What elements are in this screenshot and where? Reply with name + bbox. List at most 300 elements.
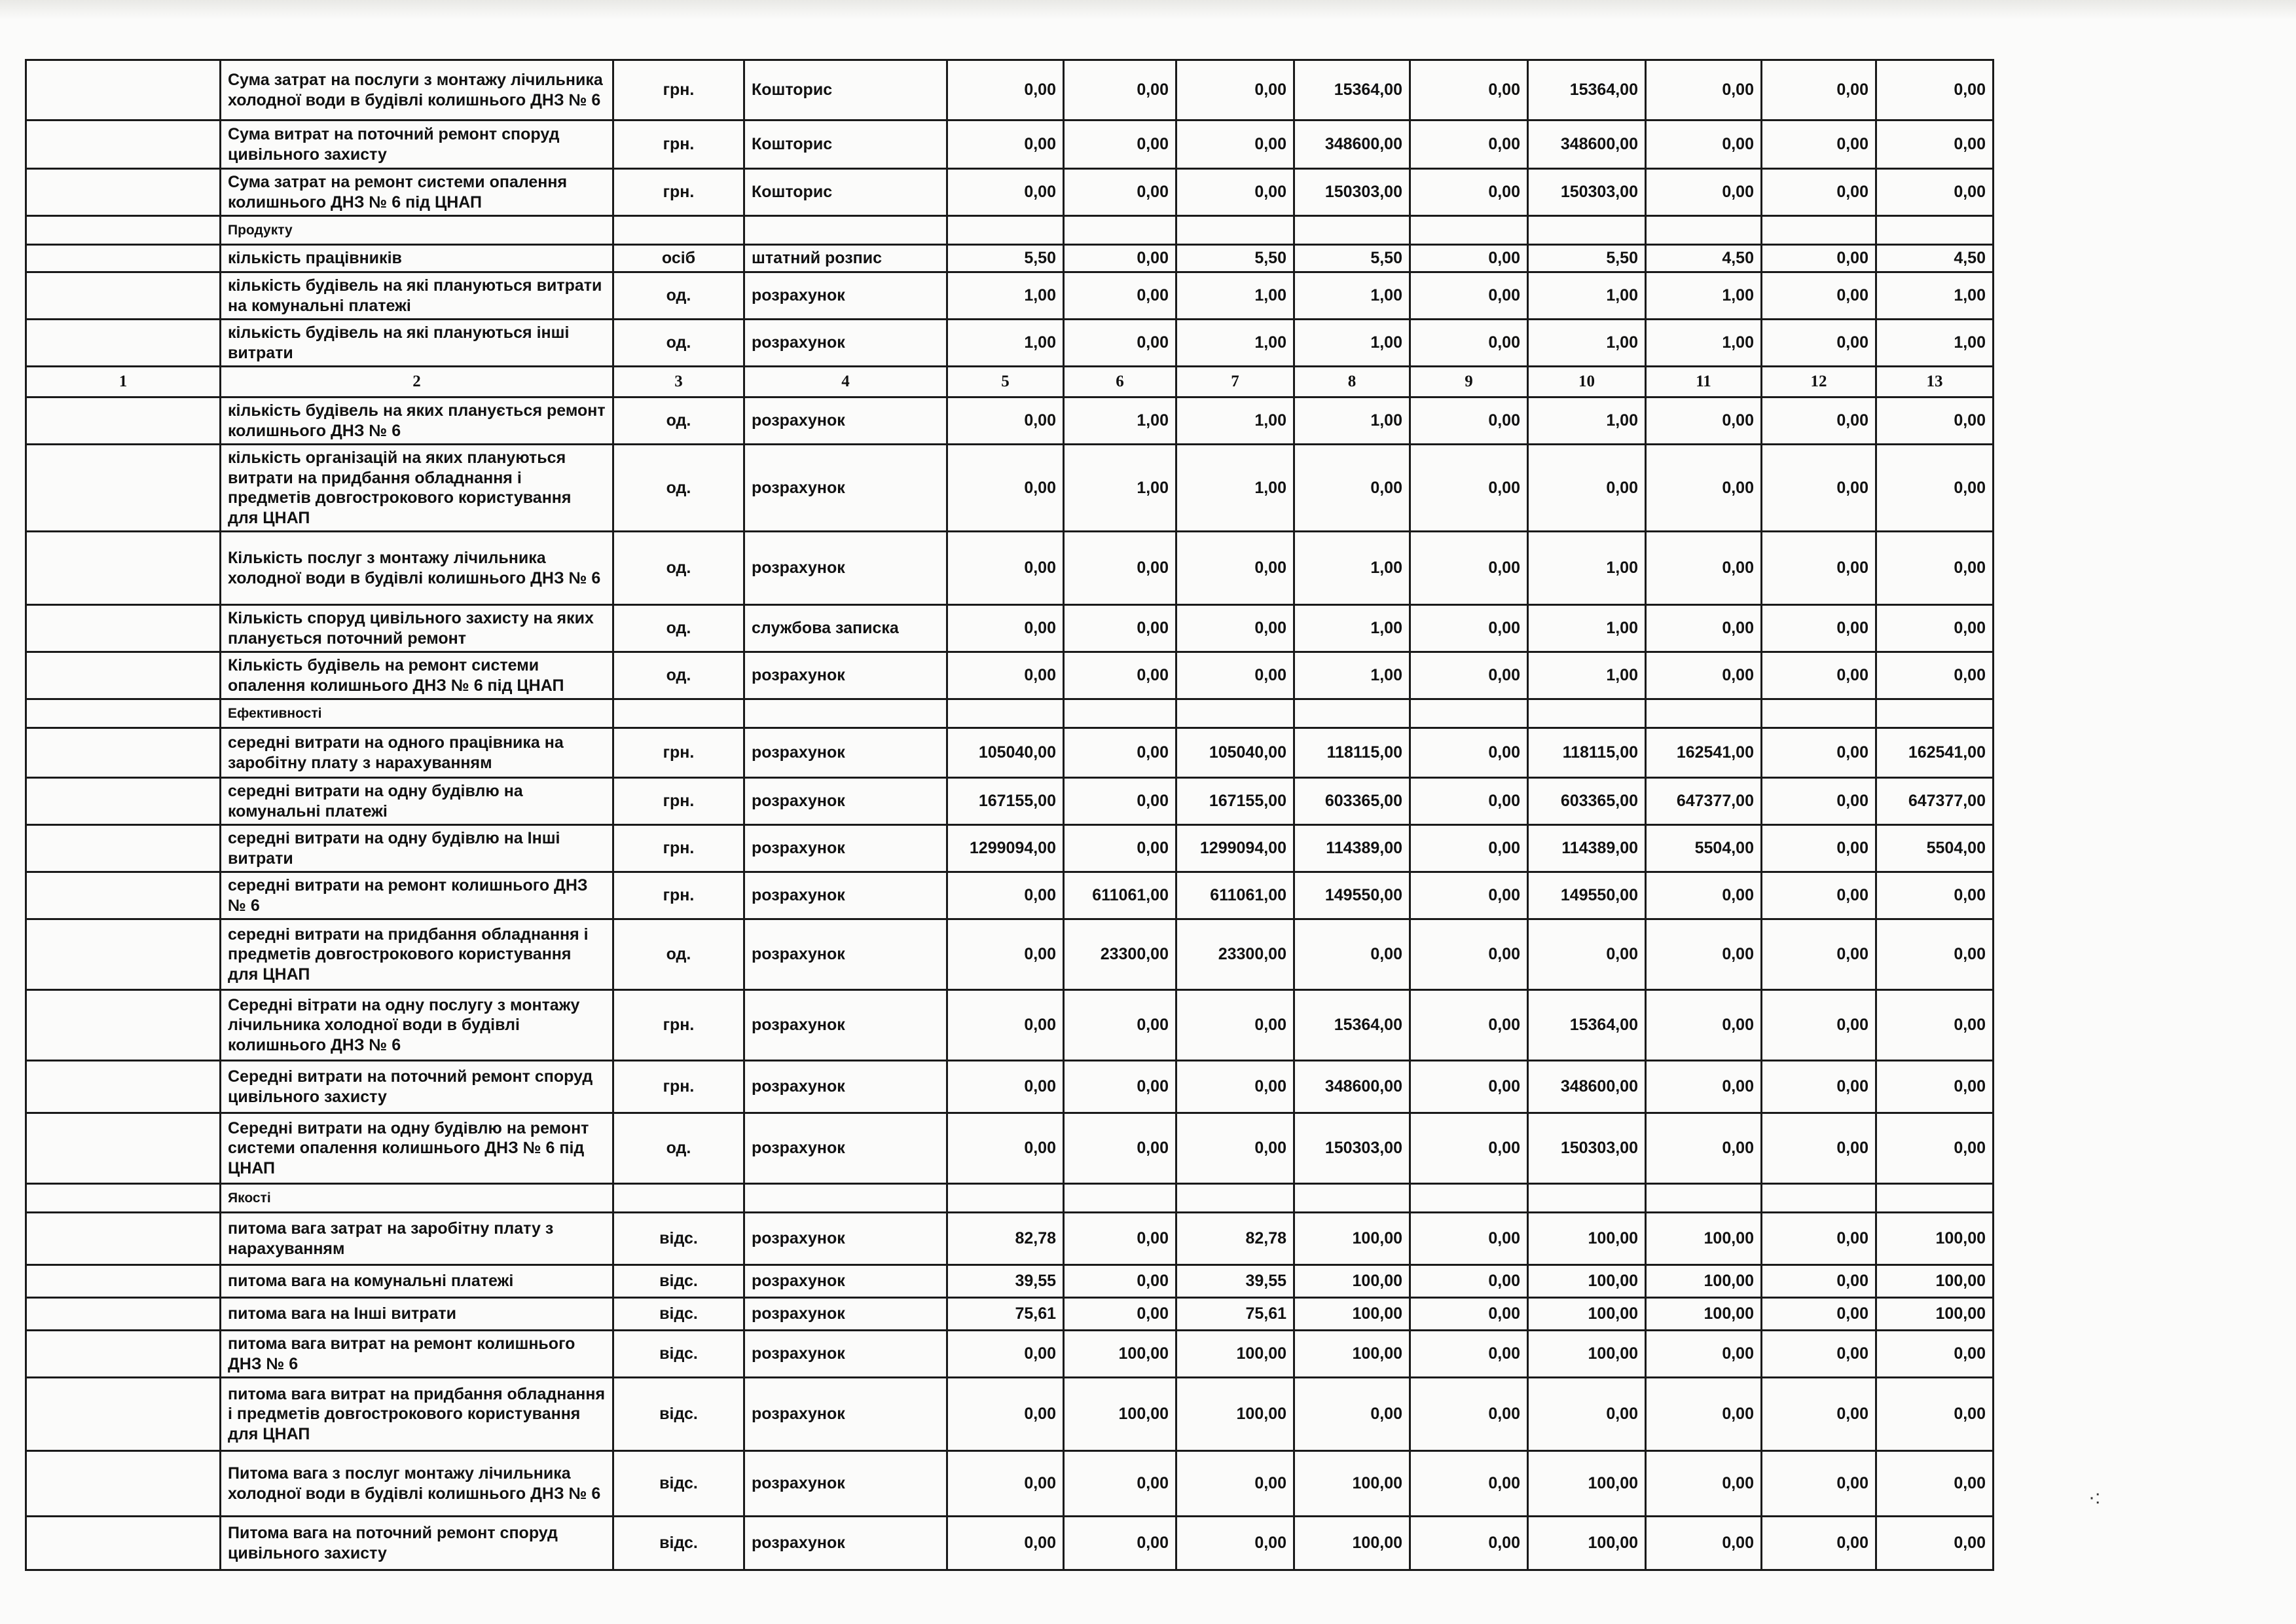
source-cell: розрахунок [744, 272, 947, 320]
section-title-cell: Продукту [221, 216, 613, 245]
value-cell: 15364,00 [1294, 60, 1410, 120]
source-cell: розрахунок [744, 320, 947, 367]
value-cell: 1299094,00 [947, 825, 1064, 872]
value-cell: 0,00 [1876, 1061, 1994, 1113]
value-cell: 167155,00 [947, 778, 1064, 825]
source-cell: розрахунок [744, 825, 947, 872]
unit-cell: грн. [613, 778, 744, 825]
row-number-cell [26, 532, 221, 605]
value-cell: 647377,00 [1646, 778, 1762, 825]
value-cell: 0,00 [947, 1517, 1064, 1570]
value-cell: 1,00 [1294, 397, 1410, 445]
indicator-name-cell: 2 [221, 367, 613, 397]
value-cell: 0,00 [1064, 605, 1176, 652]
value-cell: 0,00 [1762, 990, 1876, 1061]
indicator-name-cell: питома вага на комунальні платежі [221, 1265, 613, 1298]
indicator-name-cell: Питома вага з послуг монтажу лічильника холодної води в будівлі колишнього ДНЗ № 6 [221, 1451, 613, 1517]
row-number-cell [26, 1298, 221, 1331]
value-cell: 100,00 [1876, 1213, 1994, 1265]
value-cell: 0,00 [1646, 1451, 1762, 1517]
value-cell: 1,00 [1528, 272, 1646, 320]
value-cell: 0,00 [1762, 1331, 1876, 1378]
value-cell: 100,00 [1646, 1265, 1762, 1298]
source-cell: розрахунок [744, 728, 947, 778]
value-cell: 0,00 [1064, 320, 1176, 367]
value-cell: 0,00 [1876, 919, 1994, 990]
value-cell: 0,00 [1064, 120, 1176, 169]
value-cell: 100,00 [1646, 1298, 1762, 1331]
value-cell: 0,00 [1528, 445, 1646, 532]
row-number-cell [26, 320, 221, 367]
unit-cell: грн. [613, 728, 744, 778]
table-row [26, 60, 1994, 120]
value-cell: 0,00 [1876, 652, 1994, 699]
value-cell [1064, 216, 1176, 245]
value-cell: 0,00 [1176, 1517, 1294, 1570]
table-row [26, 1451, 1994, 1517]
table-body [26, 60, 1994, 1570]
value-cell: 100,00 [1528, 1331, 1646, 1378]
value-cell: 0,00 [1410, 272, 1528, 320]
value-cell: 0,00 [1528, 919, 1646, 990]
value-cell: 150303,00 [1528, 169, 1646, 216]
value-cell: 0,00 [1762, 919, 1876, 990]
table-row [26, 728, 1994, 778]
value-cell [1762, 699, 1876, 728]
value-cell: 100,00 [1528, 1298, 1646, 1331]
value-cell: 39,55 [1176, 1265, 1294, 1298]
row-number-cell [26, 1184, 221, 1213]
value-cell: 0,00 [1410, 60, 1528, 120]
value-cell: 0,00 [1064, 652, 1176, 699]
indicator-name-cell: питома вага витрат на ремонт колишнього ДНЗ № 6 [221, 1331, 613, 1378]
value-cell: 150303,00 [1528, 1113, 1646, 1184]
value-cell: 0,00 [1762, 60, 1876, 120]
source-cell: розрахунок [744, 445, 947, 532]
value-cell: 0,00 [1410, 532, 1528, 605]
value-cell: 0,00 [947, 1451, 1064, 1517]
value-cell: 114389,00 [1528, 825, 1646, 872]
unit-cell: відс. [613, 1298, 744, 1331]
row-number-cell [26, 990, 221, 1061]
table-row [26, 1331, 1994, 1378]
table-row [26, 778, 1994, 825]
table-row [26, 652, 1994, 699]
value-cell: 0,00 [1762, 272, 1876, 320]
value-cell: 0,00 [1646, 919, 1762, 990]
value-cell: 0,00 [947, 1378, 1064, 1451]
value-cell: 0,00 [947, 120, 1064, 169]
value-cell: 0,00 [1762, 120, 1876, 169]
row-number-cell [26, 1113, 221, 1184]
value-cell: 0,00 [1410, 1213, 1528, 1265]
value-cell: 0,00 [1762, 445, 1876, 532]
source-cell: розрахунок [744, 1378, 947, 1451]
value-cell: 0,00 [1064, 1213, 1176, 1265]
value-cell: 0,00 [947, 1061, 1064, 1113]
indicator-name-cell: Кількість послуг з монтажу лічильника холодної води в будівлі колишнього ДНЗ № 6 [221, 532, 613, 605]
value-cell [1410, 1184, 1528, 1213]
source-cell: 4 [744, 367, 947, 397]
value-cell: 100,00 [1528, 1517, 1646, 1570]
value-cell: 0,00 [1294, 919, 1410, 990]
source-cell: розрахунок [744, 1331, 947, 1378]
value-cell: 0,00 [1410, 1113, 1528, 1184]
indicator-name-cell: середні витрати на одну будівлю на комунальні платежі [221, 778, 613, 825]
indicator-name-cell: Питома вага на поточний ремонт споруд цивільного захисту [221, 1517, 613, 1570]
value-cell: 0,00 [1876, 60, 1994, 120]
value-cell: 0,00 [1410, 245, 1528, 272]
source-cell: розрахунок [744, 990, 947, 1061]
value-cell: 149550,00 [1294, 872, 1410, 919]
unit-cell: 3 [613, 367, 744, 397]
value-cell: 0,00 [1646, 397, 1762, 445]
value-cell: 0,00 [1646, 1378, 1762, 1451]
value-cell: 0,00 [1762, 1517, 1876, 1570]
value-cell: 0,00 [1176, 60, 1294, 120]
value-cell: 0,00 [947, 1331, 1064, 1378]
value-cell: 0,00 [1410, 778, 1528, 825]
unit-cell: відс. [613, 1451, 744, 1517]
row-number-cell [26, 169, 221, 216]
value-cell: 15364,00 [1528, 990, 1646, 1061]
value-cell: 7 [1176, 367, 1294, 397]
value-cell: 0,00 [1176, 120, 1294, 169]
value-cell: 0,00 [1176, 605, 1294, 652]
value-cell: 75,61 [947, 1298, 1064, 1331]
table-row [26, 1213, 1994, 1265]
row-number-cell [26, 652, 221, 699]
row-number-cell [26, 216, 221, 245]
value-cell: 0,00 [1762, 169, 1876, 216]
value-cell: 11 [1646, 367, 1762, 397]
value-cell: 0,00 [1064, 60, 1176, 120]
value-cell: 0,00 [947, 605, 1064, 652]
value-cell: 0,00 [1762, 1378, 1876, 1451]
source-cell: розрахунок [744, 872, 947, 919]
value-cell: 5,50 [1528, 245, 1646, 272]
value-cell: 603365,00 [1294, 778, 1410, 825]
value-cell: 15364,00 [1528, 60, 1646, 120]
value-cell: 0,00 [1064, 728, 1176, 778]
row-number-cell [26, 60, 221, 120]
row-number-cell [26, 120, 221, 169]
value-cell [1176, 216, 1294, 245]
source-cell: Кошторис [744, 60, 947, 120]
value-cell [1762, 216, 1876, 245]
unit-cell: од. [613, 320, 744, 367]
value-cell: 12 [1762, 367, 1876, 397]
value-cell: 0,00 [1646, 532, 1762, 605]
value-cell: 0,00 [1876, 445, 1994, 532]
value-cell: 0,00 [1176, 169, 1294, 216]
value-cell [1064, 1184, 1176, 1213]
table-row [26, 1517, 1994, 1570]
value-cell: 0,00 [947, 872, 1064, 919]
indicator-name-cell: середні витрати на одну будівлю на Інші витрати [221, 825, 613, 872]
source-cell: розрахунок [744, 1517, 947, 1570]
section-row [26, 699, 1994, 728]
value-cell: 0,00 [1876, 605, 1994, 652]
table-row [26, 272, 1994, 320]
value-cell: 1,00 [1876, 272, 1994, 320]
value-cell: 0,00 [1762, 825, 1876, 872]
value-cell: 0,00 [1646, 1061, 1762, 1113]
value-cell: 348600,00 [1294, 1061, 1410, 1113]
value-cell: 0,00 [1410, 872, 1528, 919]
value-cell: 647377,00 [1876, 778, 1994, 825]
value-cell: 0,00 [1064, 990, 1176, 1061]
value-cell: 0,00 [1176, 532, 1294, 605]
source-cell: розрахунок [744, 1298, 947, 1331]
source-cell: розрахунок [744, 532, 947, 605]
table-row [26, 169, 1994, 216]
row-number-cell [26, 1061, 221, 1113]
value-cell: 0,00 [947, 919, 1064, 990]
value-cell [1294, 699, 1410, 728]
value-cell: 1,00 [1176, 445, 1294, 532]
value-cell: 0,00 [1410, 1298, 1528, 1331]
unit-cell: відс. [613, 1517, 744, 1570]
value-cell: 0,00 [1176, 990, 1294, 1061]
value-cell: 0,00 [1762, 605, 1876, 652]
value-cell: 0,00 [1762, 652, 1876, 699]
value-cell: 0,00 [1528, 1378, 1646, 1451]
value-cell: 0,00 [947, 397, 1064, 445]
value-cell: 0,00 [1646, 1517, 1762, 1570]
row-number-cell [26, 1213, 221, 1265]
unit-cell: од. [613, 919, 744, 990]
value-cell: 5,50 [1176, 245, 1294, 272]
value-cell: 100,00 [1876, 1298, 1994, 1331]
value-cell: 0,00 [1064, 169, 1176, 216]
value-cell: 114389,00 [1294, 825, 1410, 872]
source-cell: розрахунок [744, 1451, 947, 1517]
value-cell: 0,00 [1646, 872, 1762, 919]
value-cell: 8 [1294, 367, 1410, 397]
value-cell: 1,00 [1294, 532, 1410, 605]
table-row [26, 1113, 1994, 1184]
table-row [26, 1298, 1994, 1331]
value-cell: 9 [1410, 367, 1528, 397]
table-row [26, 245, 1994, 272]
value-cell: 100,00 [1294, 1265, 1410, 1298]
value-cell: 0,00 [1762, 1213, 1876, 1265]
source-cell [744, 216, 947, 245]
value-cell: 1,00 [1294, 652, 1410, 699]
value-cell: 100,00 [1064, 1378, 1176, 1451]
value-cell: 100,00 [1876, 1265, 1994, 1298]
table-row [26, 1265, 1994, 1298]
value-cell: 0,00 [947, 1113, 1064, 1184]
value-cell [1528, 216, 1646, 245]
value-cell: 0,00 [1064, 1061, 1176, 1113]
value-cell: 0,00 [947, 652, 1064, 699]
value-cell: 0,00 [1064, 1113, 1176, 1184]
value-cell: 348600,00 [1528, 1061, 1646, 1113]
value-cell: 6 [1064, 367, 1176, 397]
table-row [26, 532, 1994, 605]
source-cell: розрахунок [744, 1113, 947, 1184]
source-cell: розрахунок [744, 397, 947, 445]
value-cell: 611061,00 [1064, 872, 1176, 919]
source-cell: розрахунок [744, 1213, 947, 1265]
unit-cell [613, 1184, 744, 1213]
source-cell: розрахунок [744, 652, 947, 699]
indicator-name-cell: кількість організацій на яких плануються витрати на придбання обладнання і предметів довгострокового користування для ЦНАП [221, 445, 613, 532]
value-cell: 0,00 [1762, 1298, 1876, 1331]
value-cell [1646, 216, 1762, 245]
indicator-name-cell: кількість працівників [221, 245, 613, 272]
value-cell: 0,00 [1762, 1451, 1876, 1517]
unit-cell: од. [613, 445, 744, 532]
value-cell: 0,00 [1876, 1517, 1994, 1570]
indicator-name-cell: середні витрати на придбання обладнання і предметів довгострокового користування для ЦНАП [221, 919, 613, 990]
value-cell: 1,00 [1064, 397, 1176, 445]
value-cell [1410, 699, 1528, 728]
source-cell: розрахунок [744, 1265, 947, 1298]
indicator-name-cell: кількість будівель на які плануються інші витрати [221, 320, 613, 367]
value-cell: 0,00 [947, 532, 1064, 605]
value-cell [947, 1184, 1064, 1213]
value-cell: 100,00 [1528, 1265, 1646, 1298]
unit-cell: од. [613, 652, 744, 699]
value-cell: 4,50 [1876, 245, 1994, 272]
indicator-name-cell: питома вага витрат на придбання обладнання і предметів довгострокового користування для ЦНАП [221, 1378, 613, 1451]
value-cell: 0,00 [1410, 120, 1528, 169]
value-cell: 118115,00 [1294, 728, 1410, 778]
value-cell: 5,50 [947, 245, 1064, 272]
value-cell: 0,00 [1762, 1265, 1876, 1298]
value-cell: 0,00 [1410, 1265, 1528, 1298]
value-cell: 0,00 [947, 60, 1064, 120]
value-cell: 0,00 [1064, 532, 1176, 605]
unit-cell: грн. [613, 872, 744, 919]
value-cell: 82,78 [947, 1213, 1064, 1265]
value-cell: 1,00 [1528, 397, 1646, 445]
indicator-name-cell: питома вага на Інші витрати [221, 1298, 613, 1331]
value-cell: 0,00 [1762, 245, 1876, 272]
value-cell: 0,00 [1646, 60, 1762, 120]
row-number-cell [26, 825, 221, 872]
value-cell: 23300,00 [1176, 919, 1294, 990]
value-cell: 0,00 [1876, 397, 1994, 445]
row-number-cell [26, 872, 221, 919]
value-cell: 100,00 [1294, 1298, 1410, 1331]
section-row [26, 1184, 1994, 1213]
value-cell: 82,78 [1176, 1213, 1294, 1265]
value-cell: 0,00 [1762, 397, 1876, 445]
scan-edge-shadow [0, 0, 2296, 20]
table-row [26, 919, 1994, 990]
value-cell: 0,00 [1762, 320, 1876, 367]
value-cell: 167155,00 [1176, 778, 1294, 825]
unit-cell: од. [613, 272, 744, 320]
value-cell: 100,00 [1528, 1213, 1646, 1265]
indicator-name-cell: Сума витрат на поточний ремонт споруд цивільного захисту [221, 120, 613, 169]
indicator-name-cell: Середні витрати на одну будівлю на ремонт системи опалення колишнього ДНЗ № 6 під ЦНАП [221, 1113, 613, 1184]
unit-cell: осіб [613, 245, 744, 272]
indicator-name-cell: Сума затрат на послуги з монтажу лічильника холодної води в будівлі колишнього ДНЗ № 6 [221, 60, 613, 120]
unit-cell: од. [613, 605, 744, 652]
value-cell: 0,00 [1176, 1451, 1294, 1517]
value-cell: 1,00 [1646, 320, 1762, 367]
value-cell: 0,00 [1064, 1265, 1176, 1298]
value-cell: 0,00 [1176, 1113, 1294, 1184]
value-cell: 0,00 [1410, 397, 1528, 445]
value-cell: 348600,00 [1294, 120, 1410, 169]
value-cell: 100,00 [1646, 1213, 1762, 1265]
value-cell: 0,00 [1410, 825, 1528, 872]
value-cell [1646, 699, 1762, 728]
value-cell: 0,00 [1410, 728, 1528, 778]
indicator-name-cell: середні витрати на ремонт колишнього ДНЗ № 6 [221, 872, 613, 919]
budget-indicators-table [25, 59, 1994, 1571]
row-number-cell [26, 397, 221, 445]
value-cell [1410, 216, 1528, 245]
value-cell [1528, 1184, 1646, 1213]
indicator-name-cell: кількість будівель на які плануються витрати на комунальні платежі [221, 272, 613, 320]
value-cell: 0,00 [1762, 728, 1876, 778]
value-cell: 100,00 [1176, 1331, 1294, 1378]
value-cell: 0,00 [1876, 872, 1994, 919]
unit-cell: грн. [613, 825, 744, 872]
table-row [26, 1378, 1994, 1451]
value-cell: 0,00 [1064, 1451, 1176, 1517]
unit-cell: відс. [613, 1265, 744, 1298]
value-cell: 0,00 [1646, 652, 1762, 699]
value-cell: 1,00 [1528, 532, 1646, 605]
row-number-cell [26, 778, 221, 825]
value-cell: 0,00 [1410, 990, 1528, 1061]
value-cell [1294, 1184, 1410, 1213]
table-row [26, 605, 1994, 652]
section-row [26, 216, 1994, 245]
value-cell: 1,00 [1294, 272, 1410, 320]
row-number-cell [26, 1378, 221, 1451]
value-cell [1876, 1184, 1994, 1213]
value-cell: 0,00 [1064, 272, 1176, 320]
row-number-cell [26, 272, 221, 320]
unit-cell: відс. [613, 1331, 744, 1378]
value-cell: 0,00 [1646, 120, 1762, 169]
value-cell: 0,00 [1410, 1517, 1528, 1570]
value-cell: 0,00 [1064, 825, 1176, 872]
value-cell: 0,00 [1646, 605, 1762, 652]
value-cell [1762, 1184, 1876, 1213]
value-cell: 1,00 [1646, 272, 1762, 320]
unit-cell: грн. [613, 60, 744, 120]
unit-cell: од. [613, 397, 744, 445]
value-cell [947, 216, 1064, 245]
value-cell: 0,00 [1410, 1378, 1528, 1451]
value-cell: 150303,00 [1294, 1113, 1410, 1184]
value-cell: 100,00 [1294, 1331, 1410, 1378]
value-cell: 5,50 [1294, 245, 1410, 272]
unit-cell: од. [613, 1113, 744, 1184]
document-sheet [25, 59, 1992, 1598]
value-cell: 23300,00 [1064, 919, 1176, 990]
unit-cell: грн. [613, 1061, 744, 1113]
value-cell: 0,00 [947, 169, 1064, 216]
value-cell [1876, 699, 1994, 728]
unit-cell: од. [613, 532, 744, 605]
source-cell [744, 699, 947, 728]
row-number-cell [26, 699, 221, 728]
value-cell: 1,00 [947, 272, 1064, 320]
value-cell: 5504,00 [1876, 825, 1994, 872]
value-cell: 13 [1876, 367, 1994, 397]
